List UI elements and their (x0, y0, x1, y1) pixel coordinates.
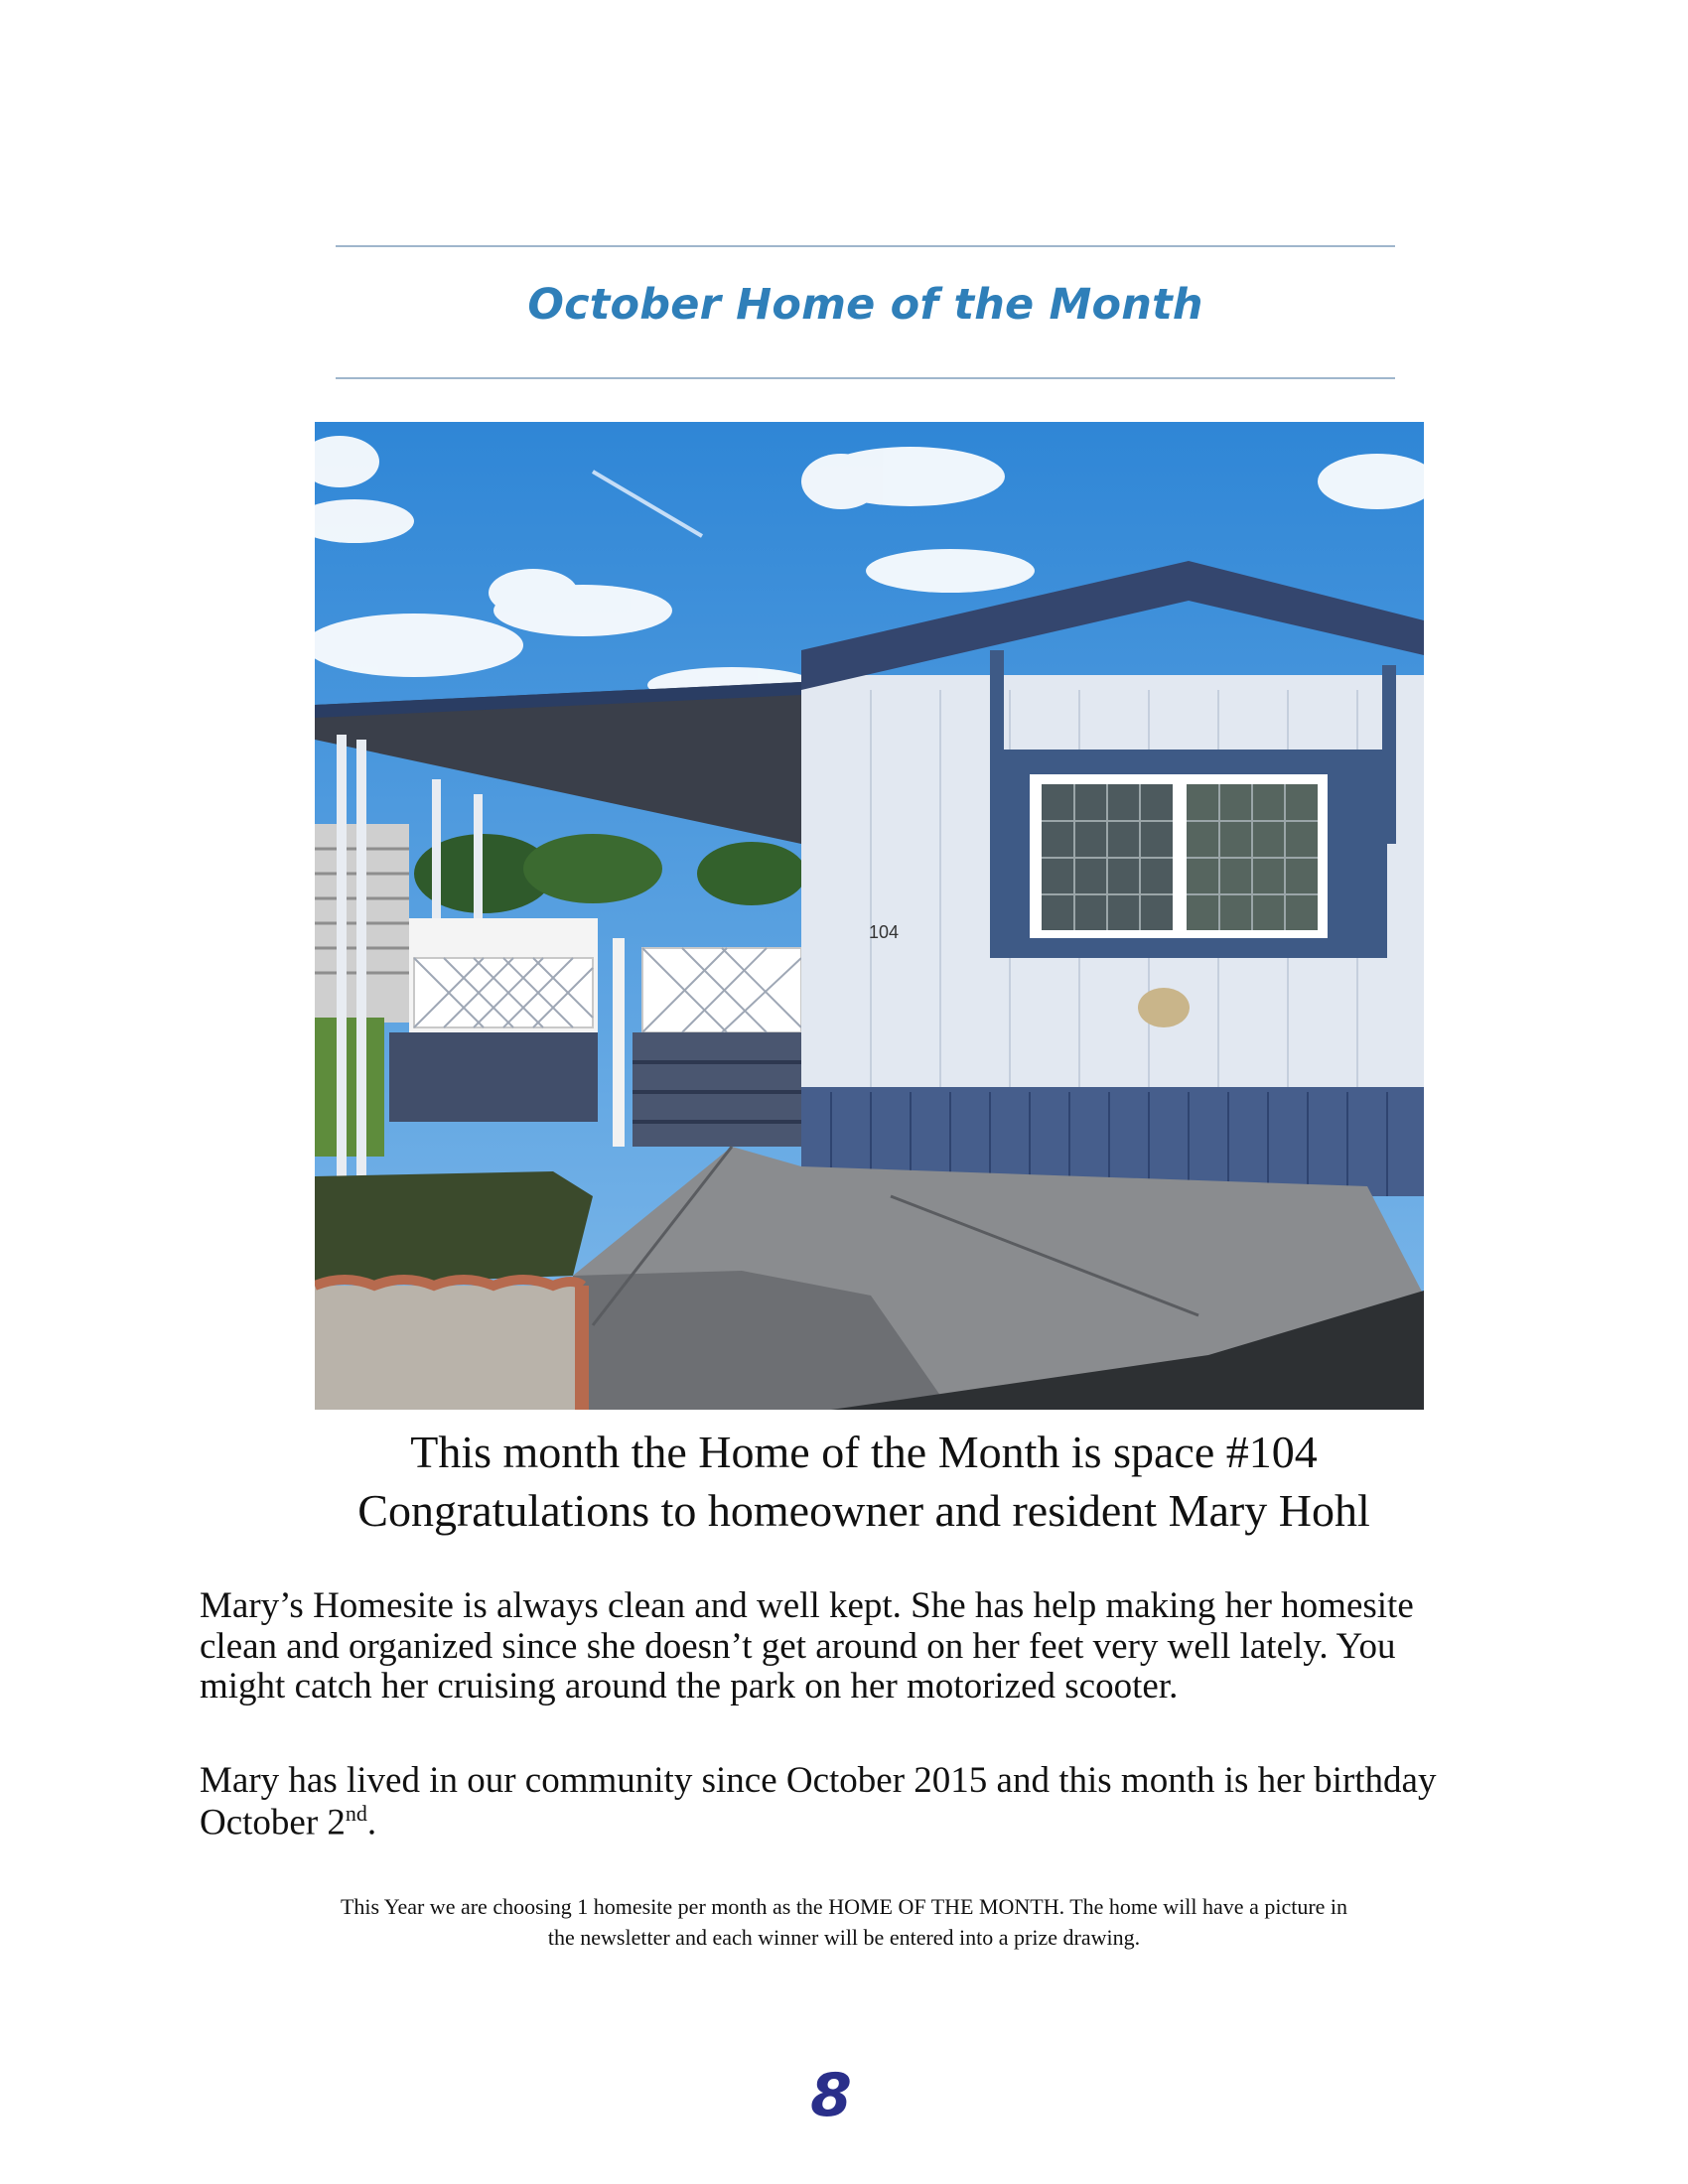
house-window (990, 750, 1387, 958)
lawn (315, 1018, 384, 1157)
gravel (315, 1286, 583, 1410)
caption-space-number: This month the Home of the Month is space #104 (410, 1427, 1318, 1477)
garden-bed (315, 1171, 593, 1286)
house-number: 104 (869, 922, 900, 942)
heading-top-rule (336, 245, 1395, 247)
sentence-end: . (366, 1802, 377, 1843)
home-photo (315, 422, 1424, 1410)
resident-history-text: Mary has lived in our community since October 2015 and this month is her birthday October 2 (200, 1760, 1437, 1843)
page-number: 8 (810, 2061, 852, 2130)
program-footnote: This Year we are choosing 1 homesite per month as the HOME OF THE MONTH. The home will have a picture in the newsletter and each winner will be entered into a prize drawing. (340, 1894, 1348, 1950)
trees (414, 834, 806, 913)
caption-congratulations: Congratulations to homeowner and resident Mary Hohl (357, 1485, 1370, 1536)
ordinal-suffix: nd (345, 1800, 367, 1826)
homesite-description: Mary’s Homesite is always clean and well kept. She has help making her homesite clean and organized since she doesn’t get around on her feet very well lately. You might catch her cruising around the park on her motorized scooter. (200, 1585, 1414, 1707)
heart-plaque (1138, 988, 1190, 1027)
resident-history (200, 1761, 1490, 1843)
heading-bottom-rule (336, 377, 1395, 379)
porch-skirt (389, 1032, 598, 1122)
page-title: October Home of the Month (527, 280, 1203, 330)
